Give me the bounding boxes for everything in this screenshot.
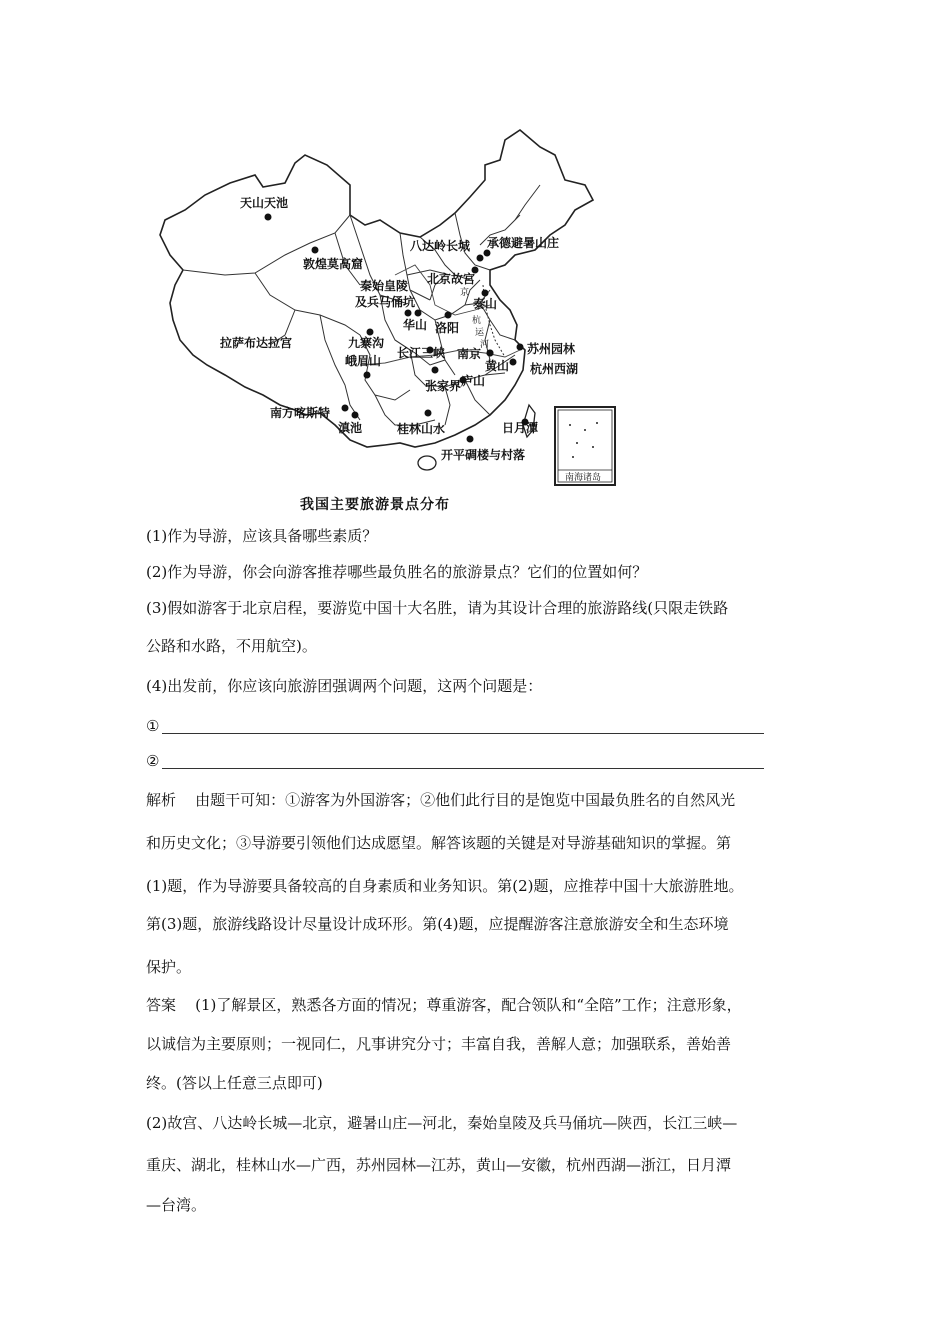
- point-kaiping: [467, 436, 474, 443]
- label-tianshan: 天山天池: [240, 196, 289, 210]
- point-tianshan: [265, 214, 272, 221]
- analysis-line-1: [146, 790, 816, 810]
- inset-label: 南海诸岛: [565, 473, 602, 483]
- question-4: (4)出发前，你应该向旅游团强调两个问题，这两个问题是：: [146, 677, 543, 695]
- point-jiuzhai: [367, 329, 374, 336]
- point-chengde: [484, 250, 491, 257]
- question-2: (2)作为导游，你会向游客推荐哪些最负胜名的旅游景点？它们的位置如何？: [146, 563, 648, 581]
- question-3-line-2: 公路和水路，不用航空)。: [146, 637, 317, 655]
- analysis-line-2: 和历史文化；③导游要引领他们达成愿望。解答该题的关键是对导游基础知识的掌握。第: [146, 834, 732, 852]
- label-taishan: 泰山: [473, 297, 498, 311]
- analysis-line-3: (1)题，作为导游要具备较高的自身素质和业务知识。第(2)题，应推荐中国十大旅游胜地。: [146, 877, 744, 895]
- label-riyuetan: 日月潭: [502, 421, 539, 435]
- china-tourism-map: [145, 125, 625, 495]
- label-badaling: 八达岭长城: [410, 239, 471, 253]
- analysis-text-1: 由题干可知：①游客为外国游客；②他们此行目的是饱览中国最负胜名的自然风光: [195, 791, 736, 809]
- analysis-label: 解析: [146, 791, 177, 809]
- point-suzhou: [517, 344, 524, 351]
- map-labels: [220, 195, 578, 462]
- point-dunhuang: [312, 247, 319, 254]
- answer-line-5: 重庆、湖北，桂林山水—广西，苏州园林—江苏，黄山—安徽，杭州西湖—浙江，日月潭: [146, 1156, 732, 1174]
- answer-line-6: —台湾。: [146, 1196, 207, 1214]
- label-huashan: 华山: [403, 318, 428, 332]
- label-dunhuang: 敦煌莫高窟: [303, 257, 364, 271]
- point-luoyang: [445, 312, 452, 319]
- label-nanfang: 南方喀斯特: [270, 406, 331, 420]
- answer-label: 答案: [146, 996, 177, 1014]
- analysis-line-4: 第(3)题，旅游线路设计尽量设计成环形。第(4)题，应提醒游客注意旅游安全和生态环境: [146, 915, 729, 933]
- point-nanfang: [342, 405, 349, 412]
- label-nanjing: 南京: [457, 347, 482, 361]
- label-changjiang: 长江三峡: [397, 346, 446, 360]
- label-huangshan: 黄山: [485, 359, 510, 373]
- answer-line-1: [146, 995, 816, 1015]
- answer-line-4: (2)故宫、八达岭长城—北京，避暑山庄—河北，秦始皇陵及兵马俑坑—陕西，长江三峡—: [146, 1114, 738, 1132]
- label-hang: 杭: [472, 316, 482, 326]
- point-taishan: [482, 290, 489, 297]
- question-1: (1)作为导游，应该具备哪些素质？: [146, 527, 378, 545]
- label-zhangjiajie: 张家界: [425, 379, 462, 393]
- analysis-line-5: 保护。: [146, 958, 192, 976]
- point-guilin: [425, 410, 432, 417]
- point-emei: [364, 372, 371, 379]
- label-jiuzhai: 九寨沟: [348, 336, 385, 350]
- blank-1-line[interactable]: [162, 733, 764, 734]
- point-huangshan: [487, 350, 494, 357]
- blank-2-line[interactable]: [162, 768, 764, 769]
- blank-1-marker: ①: [146, 717, 160, 735]
- question-3-line-1: (3)假如游客于北京启程，要游览中国十大名胜，请为其设计合理的旅游路线(只限走铁路: [146, 599, 729, 617]
- answer-line-3: 终。(答以上任意三点即可): [146, 1074, 323, 1092]
- answer-text-1: (1)了解景区，熟悉各方面的情况；尊重游客，配合领队和“全陪”工作；注意形象，: [195, 996, 742, 1014]
- label-lasa: 拉萨布达拉宫: [220, 336, 293, 350]
- label-gugong: 北京故宫: [427, 272, 476, 286]
- label-qinshi1: 秦始皇陵: [360, 279, 409, 293]
- point-huashan: [415, 310, 422, 317]
- south-sea-inset: [555, 407, 615, 485]
- point-zhangjiajie: [432, 367, 439, 374]
- point-qinshi: [405, 310, 412, 317]
- label-jing: 京: [460, 288, 470, 298]
- label-dianchi: 滇池: [338, 421, 363, 435]
- label-he: 河: [480, 340, 490, 350]
- label-suzhou: 苏州园林: [527, 342, 576, 356]
- blank-2-marker: ②: [146, 752, 160, 770]
- label-hangzhou: 杭州西湖: [530, 362, 579, 376]
- label-guilin: 桂林山水: [397, 422, 446, 436]
- label-qinshi2: 及兵马俑坑: [355, 295, 416, 309]
- point-dianchi: [352, 412, 359, 419]
- map-svg: [145, 125, 625, 495]
- label-luoyang: 洛阳: [435, 321, 460, 335]
- answer-line-2: 以诚信为主要原则；一视同仁，凡事讲究分寸；丰富自我，善解人意；加强联系，善始善: [146, 1035, 732, 1053]
- label-emei: 峨眉山: [345, 354, 382, 368]
- hainan-island: [418, 456, 436, 470]
- label-lushan: 庐山: [461, 374, 486, 388]
- point-badaling: [477, 255, 484, 262]
- label-kaiping: 开平碉楼与村落: [441, 448, 526, 462]
- map-caption: 我国主要旅游景点分布: [300, 497, 450, 513]
- label-yun: 运: [475, 328, 485, 338]
- label-chengde: 承德避暑山庄: [487, 236, 560, 250]
- point-hangzhou: [510, 359, 517, 366]
